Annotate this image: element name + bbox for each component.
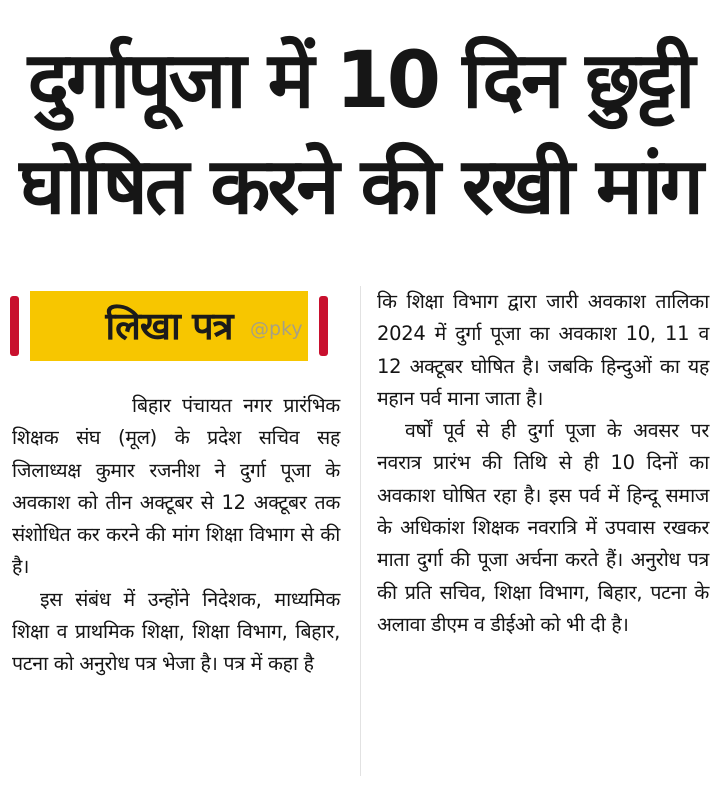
label-right-bar xyxy=(319,296,328,356)
paragraph: वर्षों पूर्व से ही दुर्गा पूजा के अवसर पर नवरात्र प्रारंभ की तिथि से ही 10 दिनों का अवकाश घोषित रहा है। इस पर्व में हिन्दू समाज के अधिकांश शिक्षक नवरात्रि में उपवास रखकर माता दुर्गा की पूजा अर्चना करते हैं। अनुरोध पत्र की प्रति सचिव, शिक्षा विभाग, बिहार, पटना के अलावा डीएम व डीईओ को भी दी है। xyxy=(377,419,709,636)
watermark: @pky xyxy=(250,318,303,340)
column-divider xyxy=(360,286,361,776)
headline-line-2: घोषित करने की रखी मांग xyxy=(19,142,701,232)
headline xyxy=(0,28,720,240)
label-left-bar xyxy=(10,296,19,356)
body-column-right xyxy=(377,286,709,641)
headline-line-1: दुर्गापूजा में 10 दिन छुट्टी xyxy=(27,36,693,126)
paragraph: इस संबंध में उन्होंने निदेशक, माध्यमिक शिक्षा व प्राथमिक शिक्षा, शिक्षा विभाग, बिहार, पटना को अनुरोध पत्र भेजा है। पत्र में कहा है xyxy=(12,587,340,676)
body-column-left xyxy=(12,390,340,681)
section-label-text: लिखा पत्र xyxy=(105,304,233,348)
paragraph: कि शिक्षा विभाग द्वारा जारी अवकाश तालिका 2024 में दुर्गा पूजा का अवकाश 10, 11 व 12 अक्टूबर घोषित है। जबकि हिन्दुओं का यह महान पर्व माना जाता है। xyxy=(377,290,709,410)
paragraph: बिहार पंचायत नगर प्रारंभिक शिक्षक संघ (मूल) के प्रदेश सचिव सह जिलाध्यक्ष कुमार रजनीश ने दुर्गा पूजा के अवकाश को तीन अक्टूबर से 12 अक्टूबर तक संशोधित कर करने की मांग शिक्षा विभाग से की है। xyxy=(12,394,340,579)
